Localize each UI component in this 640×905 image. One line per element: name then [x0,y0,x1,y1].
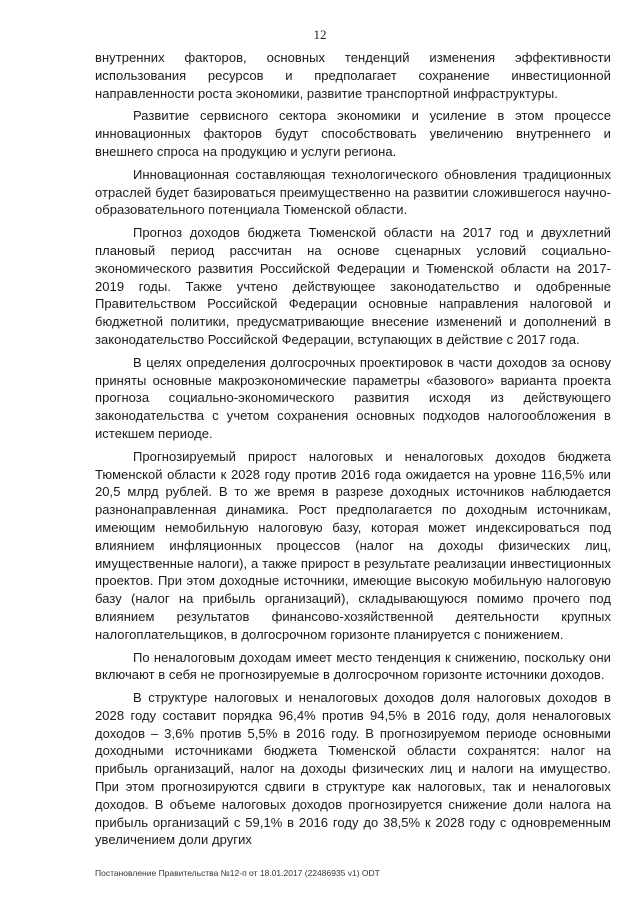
paragraph-revenue-growth: Прогнозируемый прирост налоговых и неналоговых доходов бюджета Тюменской области к 2028 году против 2016 года ожидается на уровне 116,5% или 20,5 млрд рублей. В то же время в разрезе доходных источников наблюдается разнонаправленная динамика. Рост предполагается по доходным источникам, имеющим немобильную налоговую базу, которая может индексироваться под влиянием инфляционных процессов (налог на доходы физических лиц, имущественные налоги), а также прирост в результате реализации инвестиционных проектов. При этом доходные источники, имеющие высокую мобильную налоговую базу (налог на прибыль организаций), складывающуюся помимо прочего под влиянием результатов финансово-хозяйственной деятельности крупных налогоплательщиков, в долгосрочном горизонте планируется с понижением. [95,448,611,642]
paragraph-revenue-forecast: Прогноз доходов бюджета Тюменской области на 2017 год и двухлетний плановый период рассчитан на основе сценарных условий социально-экономического развития Российской Федерации и Тюменской области на 2017-2019 годы. Также учтено действующее законодательство и одобренные Правительством Российской Федерации основные направления налоговой и бюджетной политики, предусматривающие внесение изменений и дополнений в законодательство Российской Федерации, вступающих в действие с 2017 года. [95,225,611,347]
page-number: 12 [313,27,327,42]
paragraph-long-term-projections: В целях определения долгосрочных проектировок в части доходов за основу приняты основные макроэкономические параметры «базового» варианта проекта прогноза социально-экономического развития исходя из действующего законодательства с учетом сохранения основных подходов налогообложения в истекшем периоде. [95,354,611,441]
paragraph-continuation: внутренних факторов, основных тенденций изменения эффективности использования ресурсов и предполагает сохранение инвестиционной направленности роста экономики, развитие транспортной инфраструктуры. [95,50,611,101]
paragraph-innovation: Инновационная составляющая технологического обновления традиционных отраслей будет базироваться преимущественно на развитии сложившегося научно-образовательного потенциала Тюменской области. [95,166,611,218]
paragraph-revenue-structure: В структуре налоговых и неналоговых доходов доля налоговых доходов в 2028 году составит порядка 96,4% против 94,5% в 2016 году, доля неналоговых доходов – 3,6% против 5,5% в 2016 году. В прогнозируемом периоде основными доходными источниками бюджета Тюменской области сохранятся: налог на прибыль организаций, налог на доходы физических лиц и налоги на имущество. При этом прогнозируются сдвиги в структуре как налоговых, так и неналоговых доходов. В объеме налоговых доходов прогнозируется снижение доли налога на прибыль организаций с 59,1% в 2016 году до 38,5% к 2028 году с одновременным увеличением доли других [95,690,611,848]
document-footer: Постановление Правительства №12-п от 18.01.2017 (22486935 v1) ODT [95,868,380,878]
document-body [95,49,611,854]
paragraph-service-sector: Развитие сервисного сектора экономики и усиление в этом процессе инновационных факторов будут способствовать увеличению внутреннего и внешнего спроса на продукцию и услуги региона. [95,108,611,159]
paragraph-non-tax-revenue: По неналоговым доходам имеет место тенденция к снижению, поскольку они включают в себя не прогнозируемые в долгосрочном горизонте источники доходов. [95,649,611,683]
